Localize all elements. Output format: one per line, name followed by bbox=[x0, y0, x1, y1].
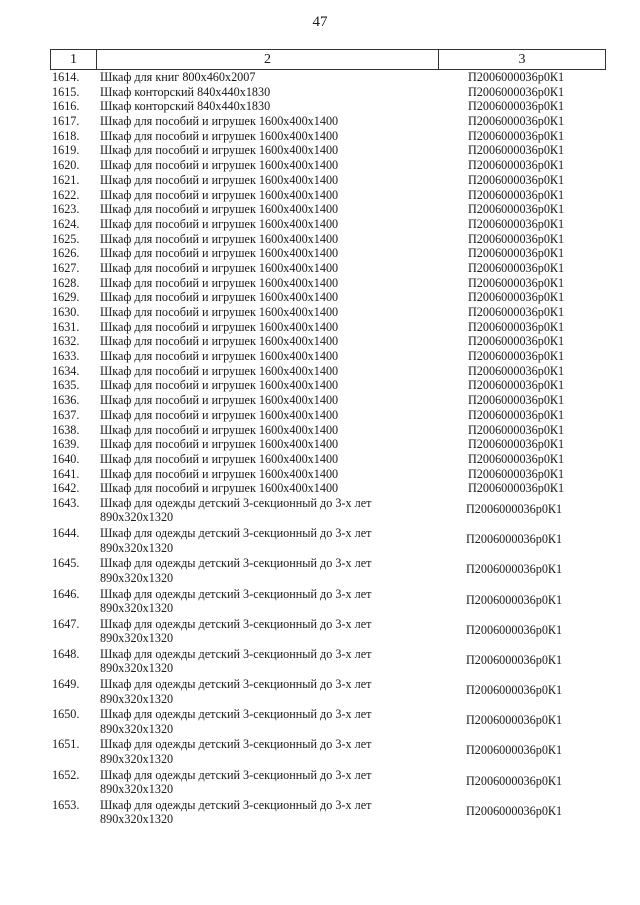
item-dimensions: 890х320х1320 bbox=[100, 691, 174, 706]
item-code: П2006000036р0К1 bbox=[466, 622, 563, 637]
item-code: П2006000036р0К1 bbox=[466, 713, 563, 728]
item-name: Шкаф для пособий и игрушек 1600х400х1400 bbox=[100, 143, 339, 158]
item-code: П2006000036р0К1 bbox=[466, 501, 563, 516]
item-code: П2006000036р0К1 bbox=[468, 466, 565, 481]
table-row bbox=[50, 276, 606, 291]
item-name: Шкаф конторский 840х440х1830 bbox=[100, 99, 271, 114]
table-row bbox=[50, 188, 606, 203]
item-name-cell bbox=[96, 677, 452, 706]
item-name: Шкаф для одежды детский 3-секционный до 3-х лет bbox=[100, 495, 372, 510]
row-number: 1646. bbox=[52, 586, 80, 601]
item-name: Шкаф для пособий и игрушек 1600х400х1400 bbox=[100, 393, 339, 408]
row-number: 1651. bbox=[52, 737, 80, 752]
table-row bbox=[50, 173, 606, 188]
item-name-cell bbox=[96, 276, 452, 291]
table-row bbox=[50, 217, 606, 232]
column-header-1: 1 bbox=[51, 50, 97, 69]
item-name: Шкаф для пособий и игрушек 1600х400х1400 bbox=[100, 319, 339, 334]
table-row bbox=[50, 647, 606, 677]
row-number: 1623. bbox=[52, 202, 80, 217]
table-row bbox=[50, 737, 606, 767]
row-number: 1616. bbox=[52, 99, 80, 114]
item-dimensions: 890х320х1320 bbox=[100, 510, 174, 525]
row-number: 1642. bbox=[52, 481, 80, 496]
table-row bbox=[50, 320, 606, 335]
item-name-cell bbox=[96, 364, 452, 379]
item-name: Шкаф для одежды детский 3-секционный до 3-х лет bbox=[100, 586, 372, 601]
table-row bbox=[50, 798, 606, 828]
row-number: 1625. bbox=[52, 231, 80, 246]
item-code: П2006000036р0К1 bbox=[468, 158, 565, 173]
row-number: 1653. bbox=[52, 797, 80, 812]
row-number: 1621. bbox=[52, 172, 80, 187]
row-number: 1629. bbox=[52, 290, 80, 305]
item-code: П2006000036р0К1 bbox=[468, 290, 565, 305]
table-row bbox=[50, 707, 606, 737]
column-header-3: 3 bbox=[518, 52, 526, 67]
item-name: Шкаф для пособий и игрушек 1600х400х1400 bbox=[100, 349, 339, 364]
item-name-cell bbox=[96, 305, 452, 320]
item-name-cell bbox=[96, 378, 452, 393]
item-name: Шкаф для пособий и игрушек 1600х400х1400 bbox=[100, 378, 339, 393]
row-number: 1622. bbox=[52, 187, 80, 202]
table-body bbox=[50, 70, 606, 828]
table-row bbox=[50, 378, 606, 393]
item-name: Шкаф для пособий и игрушек 1600х400х1400 bbox=[100, 334, 339, 349]
item-name-cell bbox=[96, 261, 452, 276]
table-row bbox=[50, 158, 606, 173]
item-name: Шкаф конторский 840х440х1830 bbox=[100, 84, 271, 99]
row-number: 1638. bbox=[52, 422, 80, 437]
item-name: Шкаф для одежды детский 3-секционный до 3-х лет bbox=[100, 737, 372, 752]
table-row bbox=[50, 85, 606, 100]
item-name: Шкаф для одежды детский 3-секционный до 3-х лет bbox=[100, 707, 372, 722]
item-name: Шкаф для одежды детский 3-секционный до 3-х лет bbox=[100, 797, 372, 812]
item-name-cell bbox=[96, 408, 452, 423]
row-number: 1632. bbox=[52, 334, 80, 349]
item-code: П2006000036р0К1 bbox=[468, 275, 565, 290]
item-name-cell bbox=[96, 423, 452, 438]
item-name: Шкаф для пособий и игрушек 1600х400х1400 bbox=[100, 216, 339, 231]
item-code: П2006000036р0К1 bbox=[468, 187, 565, 202]
table-row bbox=[50, 393, 606, 408]
item-name-cell bbox=[96, 768, 452, 797]
item-name: Шкаф для пособий и игрушек 1600х400х1400 bbox=[100, 231, 339, 246]
item-dimensions: 890х320х1320 bbox=[100, 601, 174, 615]
row-number: 1636. bbox=[52, 393, 80, 408]
row-number: 1624. bbox=[52, 216, 80, 231]
item-name-cell bbox=[96, 290, 452, 305]
table-row bbox=[50, 261, 606, 276]
item-code: П2006000036р0К1 bbox=[468, 84, 565, 99]
item-name-cell bbox=[96, 246, 452, 261]
table-row bbox=[50, 70, 606, 85]
item-code: П2006000036р0К1 bbox=[468, 305, 565, 319]
table-row bbox=[50, 246, 606, 261]
item-code: П2006000036р0К1 bbox=[468, 114, 565, 129]
row-number: 1644. bbox=[52, 526, 80, 541]
item-name: Шкаф для одежды детский 3-секционный до 3-х лет bbox=[100, 526, 372, 541]
row-number: 1633. bbox=[52, 349, 80, 364]
item-dimensions: 890х320х1320 bbox=[100, 782, 174, 797]
item-code: П2006000036р0К1 bbox=[466, 683, 563, 698]
table-row bbox=[50, 202, 606, 217]
item-code: П2006000036р0К1 bbox=[466, 803, 563, 818]
item-name: Шкаф для одежды детский 3-секционный до 3-х лет bbox=[100, 677, 372, 692]
item-name-cell bbox=[96, 70, 452, 85]
item-name-cell bbox=[96, 158, 452, 173]
table-row bbox=[50, 129, 606, 144]
row-number: 1630. bbox=[52, 305, 80, 319]
item-name-cell bbox=[96, 617, 452, 646]
table-row bbox=[50, 334, 606, 349]
item-dimensions: 890х320х1320 bbox=[100, 631, 174, 646]
item-name: Шкаф для пособий и игрушек 1600х400х1400 bbox=[100, 290, 339, 305]
item-name-cell bbox=[96, 202, 452, 217]
table-row bbox=[50, 290, 606, 305]
item-code: П2006000036р0К1 bbox=[468, 143, 565, 158]
item-name: Шкаф для книг 800х460х2007 bbox=[100, 70, 256, 84]
table-row bbox=[50, 423, 606, 438]
item-code: П2006000036р0К1 bbox=[468, 99, 565, 114]
item-name: Шкаф для пособий и игрушек 1600х400х1400 bbox=[100, 437, 339, 452]
item-name: Шкаф для пособий и игрушек 1600х400х1400 bbox=[100, 158, 339, 173]
item-name-cell bbox=[96, 587, 452, 616]
row-number: 1635. bbox=[52, 378, 80, 393]
row-number: 1626. bbox=[52, 246, 80, 261]
item-code: П2006000036р0К1 bbox=[468, 451, 565, 466]
item-name: Шкаф для пособий и игрушек 1600х400х1400 bbox=[100, 275, 339, 290]
item-name: Шкаф для пособий и игрушек 1600х400х1400 bbox=[100, 422, 339, 437]
item-name-cell bbox=[96, 349, 452, 364]
row-number: 1648. bbox=[52, 646, 80, 661]
row-number: 1620. bbox=[52, 158, 80, 173]
item-name: Шкаф для пособий и игрушек 1600х400х1400 bbox=[100, 481, 339, 496]
row-number: 1637. bbox=[52, 407, 80, 422]
row-number: 1650. bbox=[52, 707, 80, 722]
row-number: 1647. bbox=[52, 616, 80, 631]
item-code: П2006000036р0К1 bbox=[468, 437, 565, 452]
row-number: 1617. bbox=[52, 114, 80, 129]
item-code: П2006000036р0К1 bbox=[468, 481, 565, 496]
row-number: 1628. bbox=[52, 275, 80, 290]
item-name: Шкаф для одежды детский 3-секционный до 3-х лет bbox=[100, 767, 372, 782]
item-name-cell bbox=[96, 173, 452, 188]
table-row bbox=[50, 452, 606, 467]
item-code: П2006000036р0К1 bbox=[468, 246, 565, 261]
item-code: П2006000036р0К1 bbox=[468, 319, 565, 334]
row-number: 1614. bbox=[52, 70, 80, 84]
item-dimensions: 890х320х1320 bbox=[100, 751, 174, 766]
item-code: П2006000036р0К1 bbox=[468, 422, 565, 437]
item-name-cell bbox=[96, 334, 452, 349]
item-name: Шкаф для одежды детский 3-секционный до 3-х лет bbox=[100, 556, 372, 571]
item-dimensions: 890х320х1320 bbox=[100, 661, 174, 676]
item-name-cell bbox=[96, 99, 452, 114]
table-row bbox=[50, 232, 606, 247]
item-code: П2006000036р0К1 bbox=[468, 202, 565, 217]
item-name: Шкаф для пособий и игрушек 1600х400х1400 bbox=[100, 305, 339, 319]
item-name: Шкаф для пособий и игрушек 1600х400х1400 bbox=[100, 407, 339, 422]
item-code: П2006000036р0К1 bbox=[468, 407, 565, 422]
item-code: П2006000036р0К1 bbox=[468, 349, 565, 364]
item-code: П2006000036р0К1 bbox=[466, 773, 563, 788]
item-name-cell bbox=[96, 188, 452, 203]
item-name-cell bbox=[96, 129, 452, 144]
table-row bbox=[50, 99, 606, 114]
item-code: П2006000036р0К1 bbox=[468, 172, 565, 187]
row-number: 1649. bbox=[52, 677, 80, 692]
item-name-cell bbox=[96, 114, 452, 129]
table-header bbox=[50, 49, 606, 70]
item-name-cell bbox=[96, 393, 452, 408]
item-name: Шкаф для одежды детский 3-секционный до 3-х лет bbox=[100, 646, 372, 661]
item-name-cell bbox=[96, 232, 452, 247]
row-number: 1618. bbox=[52, 128, 80, 143]
item-code: П2006000036р0К1 bbox=[466, 743, 563, 758]
item-name-cell bbox=[96, 217, 452, 232]
table-row bbox=[50, 677, 606, 707]
row-number: 1640. bbox=[52, 451, 80, 466]
table-row bbox=[50, 556, 606, 586]
item-dimensions: 890х320х1320 bbox=[100, 540, 174, 555]
table-row bbox=[50, 349, 606, 364]
item-name-cell bbox=[96, 556, 452, 585]
item-code: П2006000036р0К1 bbox=[468, 70, 565, 84]
row-number: 1615. bbox=[52, 84, 80, 99]
row-number: 1643. bbox=[52, 495, 80, 510]
item-code: П2006000036р0К1 bbox=[468, 334, 565, 349]
item-name-cell bbox=[96, 707, 452, 736]
item-name: Шкаф для пособий и игрушек 1600х400х1400 bbox=[100, 172, 339, 187]
item-name-cell bbox=[96, 452, 452, 467]
item-name: Шкаф для одежды детский 3-секционный до 3-х лет bbox=[100, 616, 372, 631]
item-dimensions: 890х320х1320 bbox=[100, 570, 174, 585]
row-number: 1631. bbox=[52, 319, 80, 334]
item-name-cell bbox=[96, 437, 452, 452]
table-row bbox=[50, 617, 606, 647]
item-name: Шкаф для пособий и игрушек 1600х400х1400 bbox=[100, 246, 339, 261]
item-code: П2006000036р0К1 bbox=[468, 363, 565, 378]
item-code: П2006000036р0К1 bbox=[466, 562, 563, 577]
table-row bbox=[50, 408, 606, 423]
item-name: Шкаф для пособий и игрушек 1600х400х1400 bbox=[100, 114, 339, 129]
item-name: Шкаф для пособий и игрушек 1600х400х1400 bbox=[100, 363, 339, 378]
table-row bbox=[50, 467, 606, 482]
row-number: 1639. bbox=[52, 437, 80, 452]
table-row bbox=[50, 305, 606, 320]
item-name-cell bbox=[96, 798, 452, 827]
item-name-cell bbox=[96, 143, 452, 158]
item-code: П2006000036р0К1 bbox=[468, 216, 565, 231]
item-name: Шкаф для пособий и игрушек 1600х400х1400 bbox=[100, 466, 339, 481]
item-code: П2006000036р0К1 bbox=[466, 532, 563, 547]
item-code: П2006000036р0К1 bbox=[466, 592, 563, 607]
row-number: 1652. bbox=[52, 767, 80, 782]
table-row bbox=[50, 526, 606, 556]
item-dimensions: 890х320х1320 bbox=[100, 812, 174, 827]
item-name: Шкаф для пособий и игрушек 1600х400х1400 bbox=[100, 260, 339, 275]
table-row bbox=[50, 437, 606, 452]
item-code: П2006000036р0К1 bbox=[466, 652, 563, 667]
item-name-cell bbox=[96, 85, 452, 100]
row-number: 1634. bbox=[52, 363, 80, 378]
item-name-cell bbox=[96, 481, 452, 496]
row-number: 1619. bbox=[52, 143, 80, 158]
row-number: 1627. bbox=[52, 260, 80, 275]
item-name-cell bbox=[96, 467, 452, 482]
item-code: П2006000036р0К1 bbox=[468, 128, 565, 143]
row-number: 1645. bbox=[52, 556, 80, 571]
item-name: Шкаф для пособий и игрушек 1600х400х1400 bbox=[100, 187, 339, 202]
item-name-cell bbox=[96, 647, 452, 676]
table-row bbox=[50, 496, 606, 526]
item-code: П2006000036р0К1 bbox=[468, 378, 565, 393]
row-number: 1641. bbox=[52, 466, 80, 481]
item-code: П2006000036р0К1 bbox=[468, 393, 565, 408]
table-row bbox=[50, 114, 606, 129]
inventory-table bbox=[50, 49, 606, 828]
item-name-cell bbox=[96, 320, 452, 335]
item-name-cell bbox=[96, 737, 452, 766]
table-row bbox=[50, 768, 606, 798]
item-name: Шкаф для пособий и игрушек 1600х400х1400 bbox=[100, 128, 339, 143]
table-row bbox=[50, 143, 606, 158]
item-code: П2006000036р0К1 bbox=[468, 260, 565, 275]
item-dimensions: 890х320х1320 bbox=[100, 721, 174, 736]
table-row bbox=[50, 587, 606, 617]
table-row bbox=[50, 481, 606, 496]
item-name: Шкаф для пособий и игрушек 1600х400х1400 bbox=[100, 451, 339, 466]
item-code: П2006000036р0К1 bbox=[468, 231, 565, 246]
item-name-cell bbox=[96, 526, 452, 555]
table-row bbox=[50, 364, 606, 379]
page-number: 47 bbox=[312, 14, 328, 30]
item-name: Шкаф для пособий и игрушек 1600х400х1400 bbox=[100, 202, 339, 217]
column-header-2: 2 bbox=[97, 50, 439, 69]
item-name-cell bbox=[96, 496, 452, 525]
